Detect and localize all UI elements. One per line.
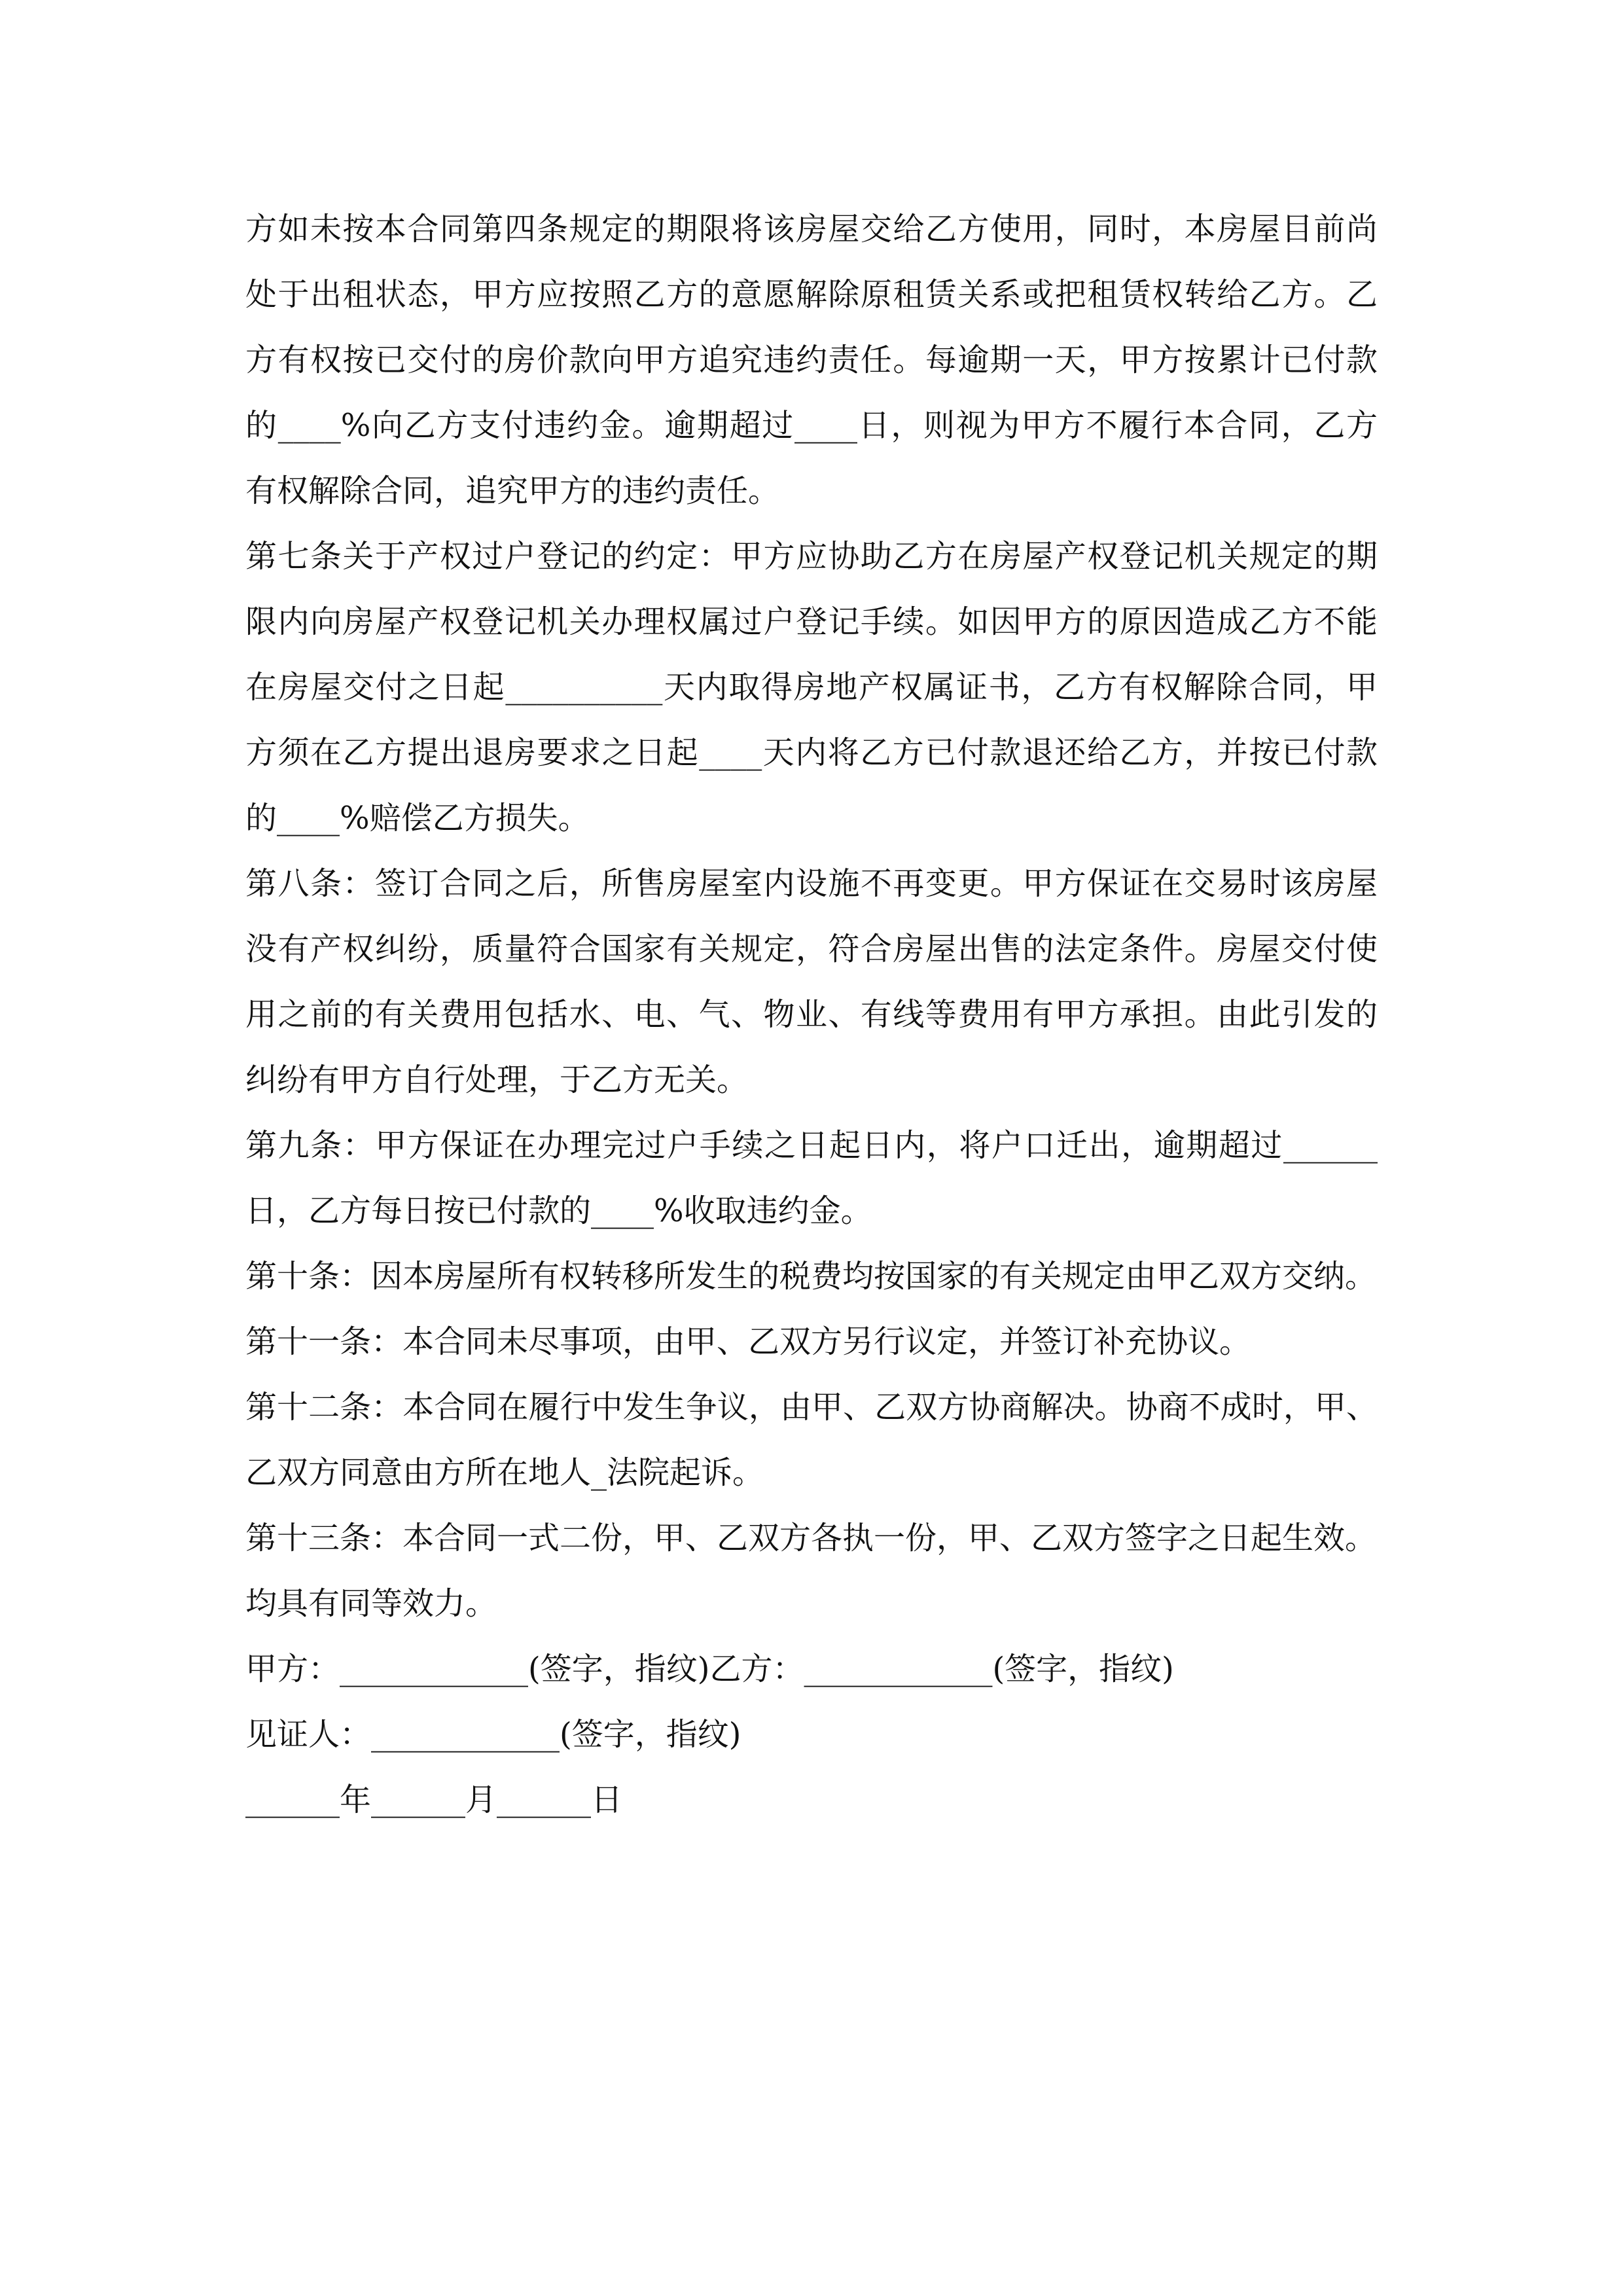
text-line: 在房屋交付之日起__________天内取得房地产权属证书，乙方有权解除合同，甲 [245, 669, 1378, 706]
text-line: 的____%赔偿乙方损失。 [245, 800, 590, 836]
text-line: 第七条关于产权过户登记的约定：甲方应协助乙方在房屋产权登记机关规定的期 [245, 538, 1378, 575]
date-line: ______年______月______日 [245, 1782, 623, 1818]
document-body [245, 196, 1378, 1833]
text-line: 处于出租状态，甲方应按照乙方的意愿解除原租赁关系或把租赁权转给乙方。乙 [245, 276, 1378, 313]
text-line: 日，乙方每日按已付款的____%收取违约金。 [245, 1193, 872, 1229]
text-line: 没有产权纠纷，质量符合国家有关规定，符合房屋出售的法定条件。房屋交付使 [245, 931, 1378, 967]
text-line: 乙双方同意由方所在地人_法院起诉。 [245, 1454, 764, 1491]
text-line: 均具有同等效力。 [245, 1585, 497, 1622]
text-line: 第九条：甲方保证在办理完过户手续之日起日内，将户口迁出，逾期超过______ [245, 1127, 1378, 1164]
text-line: 有权解除合同，追究甲方的违约责任。 [245, 473, 780, 509]
text-line: 第八条：签订合同之后，所售房屋室内设施不再变更。甲方保证在交易时该房屋 [245, 865, 1378, 902]
signature-line-witness: 见证人：____________(签字，指纹) [245, 1716, 741, 1753]
signature-line-parties: 甲方：____________(签字，指纹)乙方：____________(签字，指纹) [245, 1651, 1174, 1687]
text-line: 第十条：因本房屋所有权转移所发生的税费均按国家的有关规定由甲乙双方交纳。 [245, 1258, 1377, 1295]
text-line: 方须在乙方提出退房要求之日起____天内将乙方已付款退还给乙方，并按已付款 [245, 734, 1378, 771]
text-line: 用之前的有关费用包括水、电、气、物业、有线等费用有甲方承担。由此引发的 [245, 996, 1378, 1033]
text-line: 的____%向乙方支付违约金。逾期超过____日，则视为甲方不履行本合同，乙方 [245, 407, 1378, 444]
text-line: 第十一条：本合同未尽事项，由甲、乙双方另行议定，并签订补充协议。 [245, 1323, 1251, 1360]
text-line: 限内向房屋产权登记机关办理权属过户登记手续。如因甲方的原因造成乙方不能 [245, 603, 1378, 640]
text-line: 第十二条：本合同在履行中发生争议，由甲、乙双方协商解决。协商不成时，甲、 [245, 1389, 1378, 1426]
text-line: 第十三条：本合同一式二份，甲、乙双方各执一份，甲、乙双方签字之日起生效。 [245, 1520, 1377, 1556]
text-line: 方如未按本合同第四条规定的期限将该房屋交给乙方使用，同时，本房屋目前尚 [245, 211, 1378, 247]
text-line: 纠纷有甲方自行处理，于乙方无关。 [245, 1062, 749, 1098]
text-line: 方有权按已交付的房价款向甲方追究违约责任。每逾期一天，甲方按累计已付款 [245, 342, 1378, 378]
